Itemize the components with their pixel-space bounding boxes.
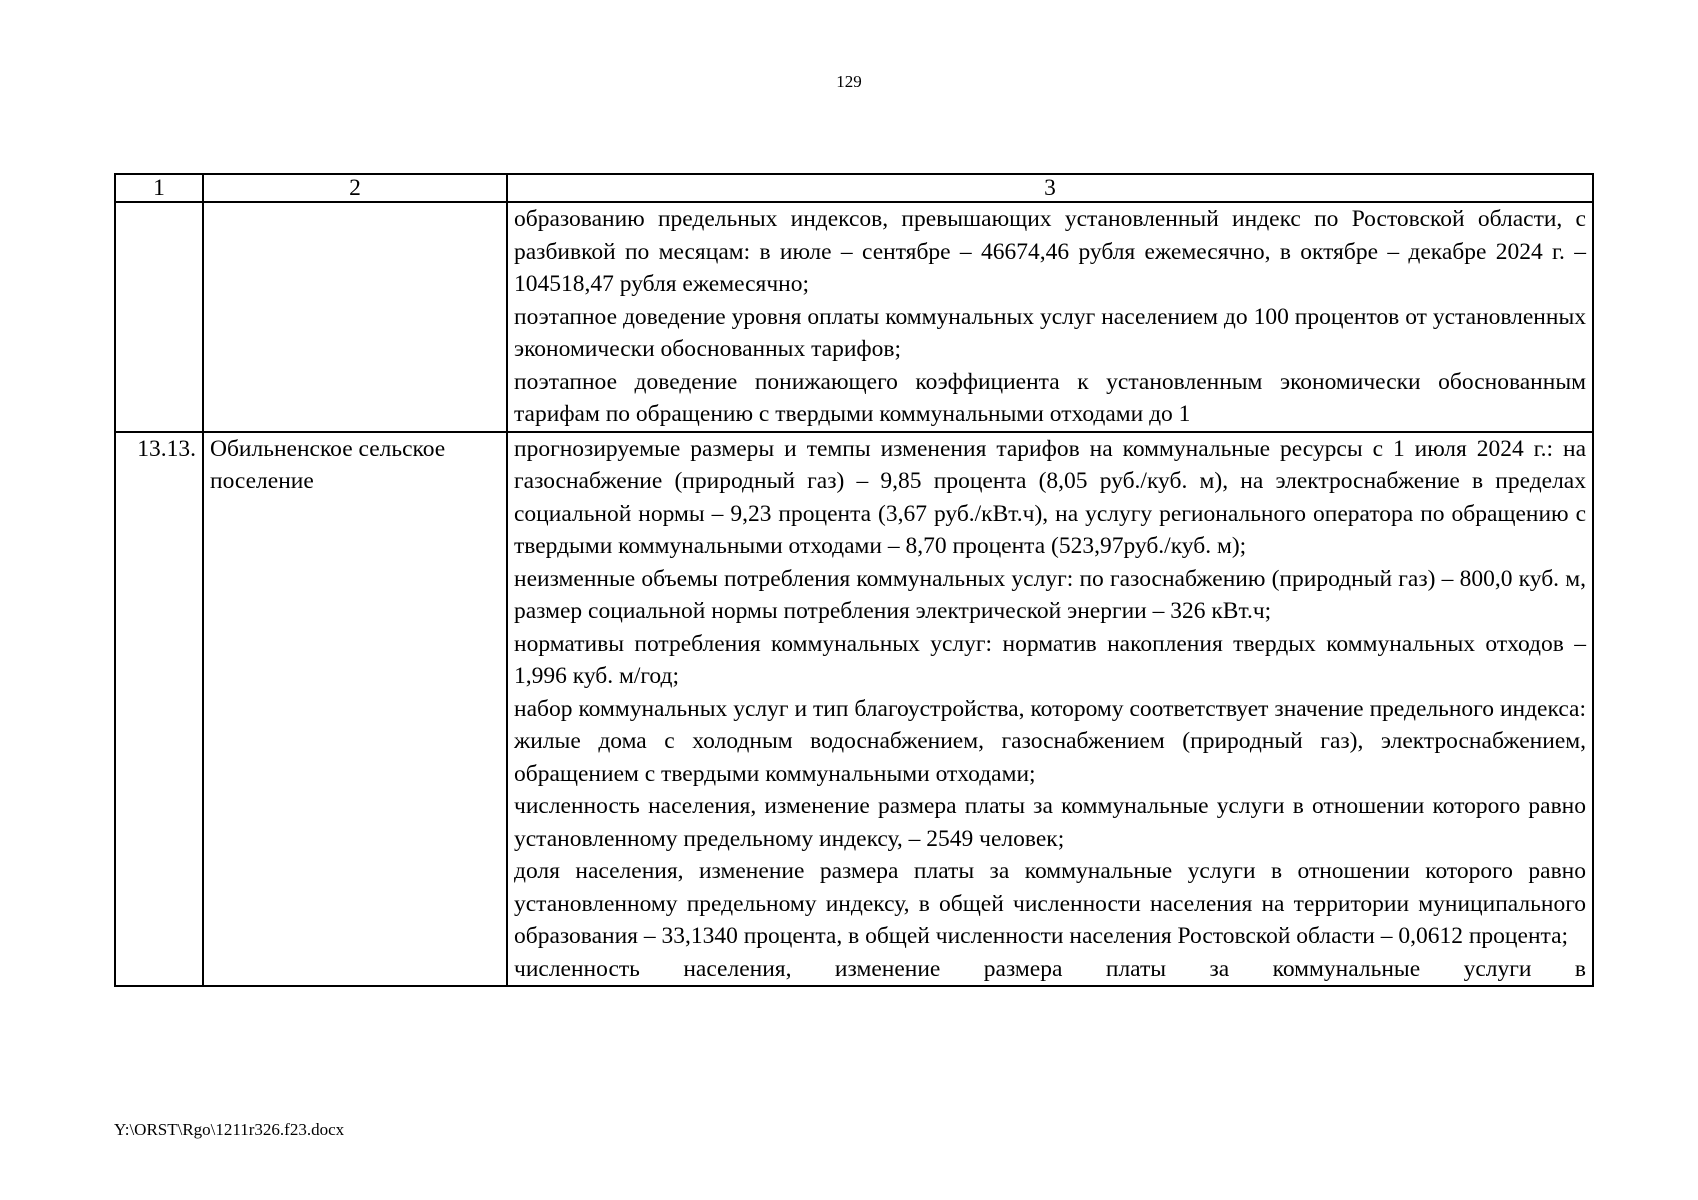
condition-paragraph: поэтапное доведение уровня оплаты коммунальных услуг населением до 100 процентов от установленных экономически обоснованных тарифов; (514, 303, 1586, 362)
condition-paragraph: нормативы потребления коммунальных услуг: норматив накопления твердых коммунальных отходов – 1,996 куб. м/год; (514, 630, 1586, 689)
page-number: 129 (836, 72, 862, 91)
condition-paragraph: поэтапное доведение понижающего коэффициента к установленным экономически обоснованным тарифам по обращению с твердыми коммунальными отходами до 1 (514, 368, 1586, 427)
tariff-table (114, 173, 1594, 987)
condition-paragraph: численность населения, изменение размера платы за коммунальные услуги в (514, 955, 1586, 982)
condition-paragraph: численность населения, изменение размера платы за коммунальные услуги в отношении которого равно установленному предельному индексу, – 2549 человек; (514, 793, 1586, 852)
row-number-cell (115, 202, 203, 432)
column-number-2: 2 (203, 174, 507, 202)
condition-paragraph: образованию предельных индексов, превышающих установленный индекс по Ростовской области, с разбивкой по месяцам: в июле – сентябре – 46674,46 рубля ежемесячно, в октябре – декабре 2024 г. – 104518,47 рубля ежемесячно; (514, 206, 1586, 297)
table-row-continuation (115, 202, 1593, 432)
settlement-name-cell: Обильненское сельское поселение (203, 432, 507, 987)
conditions-text-cell (507, 202, 1593, 432)
condition-paragraph: доля населения, изменение размера платы за коммунальные услуги в отношении которого равно установленному предельному индексу, в общей численности населения на территории муниципального образования – 33,1340 процента, в общей численности населения Ростовской области – 0,0612 процента; (514, 858, 1586, 949)
settlement-name-cell (203, 202, 507, 432)
condition-paragraph: набор коммунальных услуг и тип благоустройства, которому соответствует значение предельного индекса: жилые дома с холодным водоснабжением, газоснабжением (природный газ), электроснабжением, обращением с твердыми коммунальными отходами; (514, 695, 1586, 787)
column-number-1: 1 (115, 174, 203, 202)
column-number-3: 3 (507, 174, 1593, 202)
table-row-13-13 (115, 432, 1593, 987)
table-header-row (115, 174, 1593, 202)
condition-paragraph: неизменные объемы потребления коммунальных услуг: по газоснабжению (природный газ) – 800,0 куб. м, размер социальной нормы потребления электрической энергии – 326 кВт.ч; (514, 565, 1586, 624)
footer-file-path: Y:\ORST\Rgo\1211r326.f23.docx (114, 1120, 345, 1139)
conditions-text-cell (507, 432, 1593, 987)
condition-paragraph: прогнозируемые размеры и темпы изменения тарифов на коммунальные ресурсы с 1 июля 2024 г.: на газоснабжение (природный газ) – 9,85 процента (8,05 руб./куб. м), на электроснабжение в пределах социальной нормы – 9,23 процента (3,67 руб./кВт.ч), на услугу регионального оператора по обращению с твердыми коммунальными отходами – 8,70 процента (523,97руб./куб. м); (514, 435, 1586, 559)
row-number-cell: 13.13. (115, 432, 203, 987)
